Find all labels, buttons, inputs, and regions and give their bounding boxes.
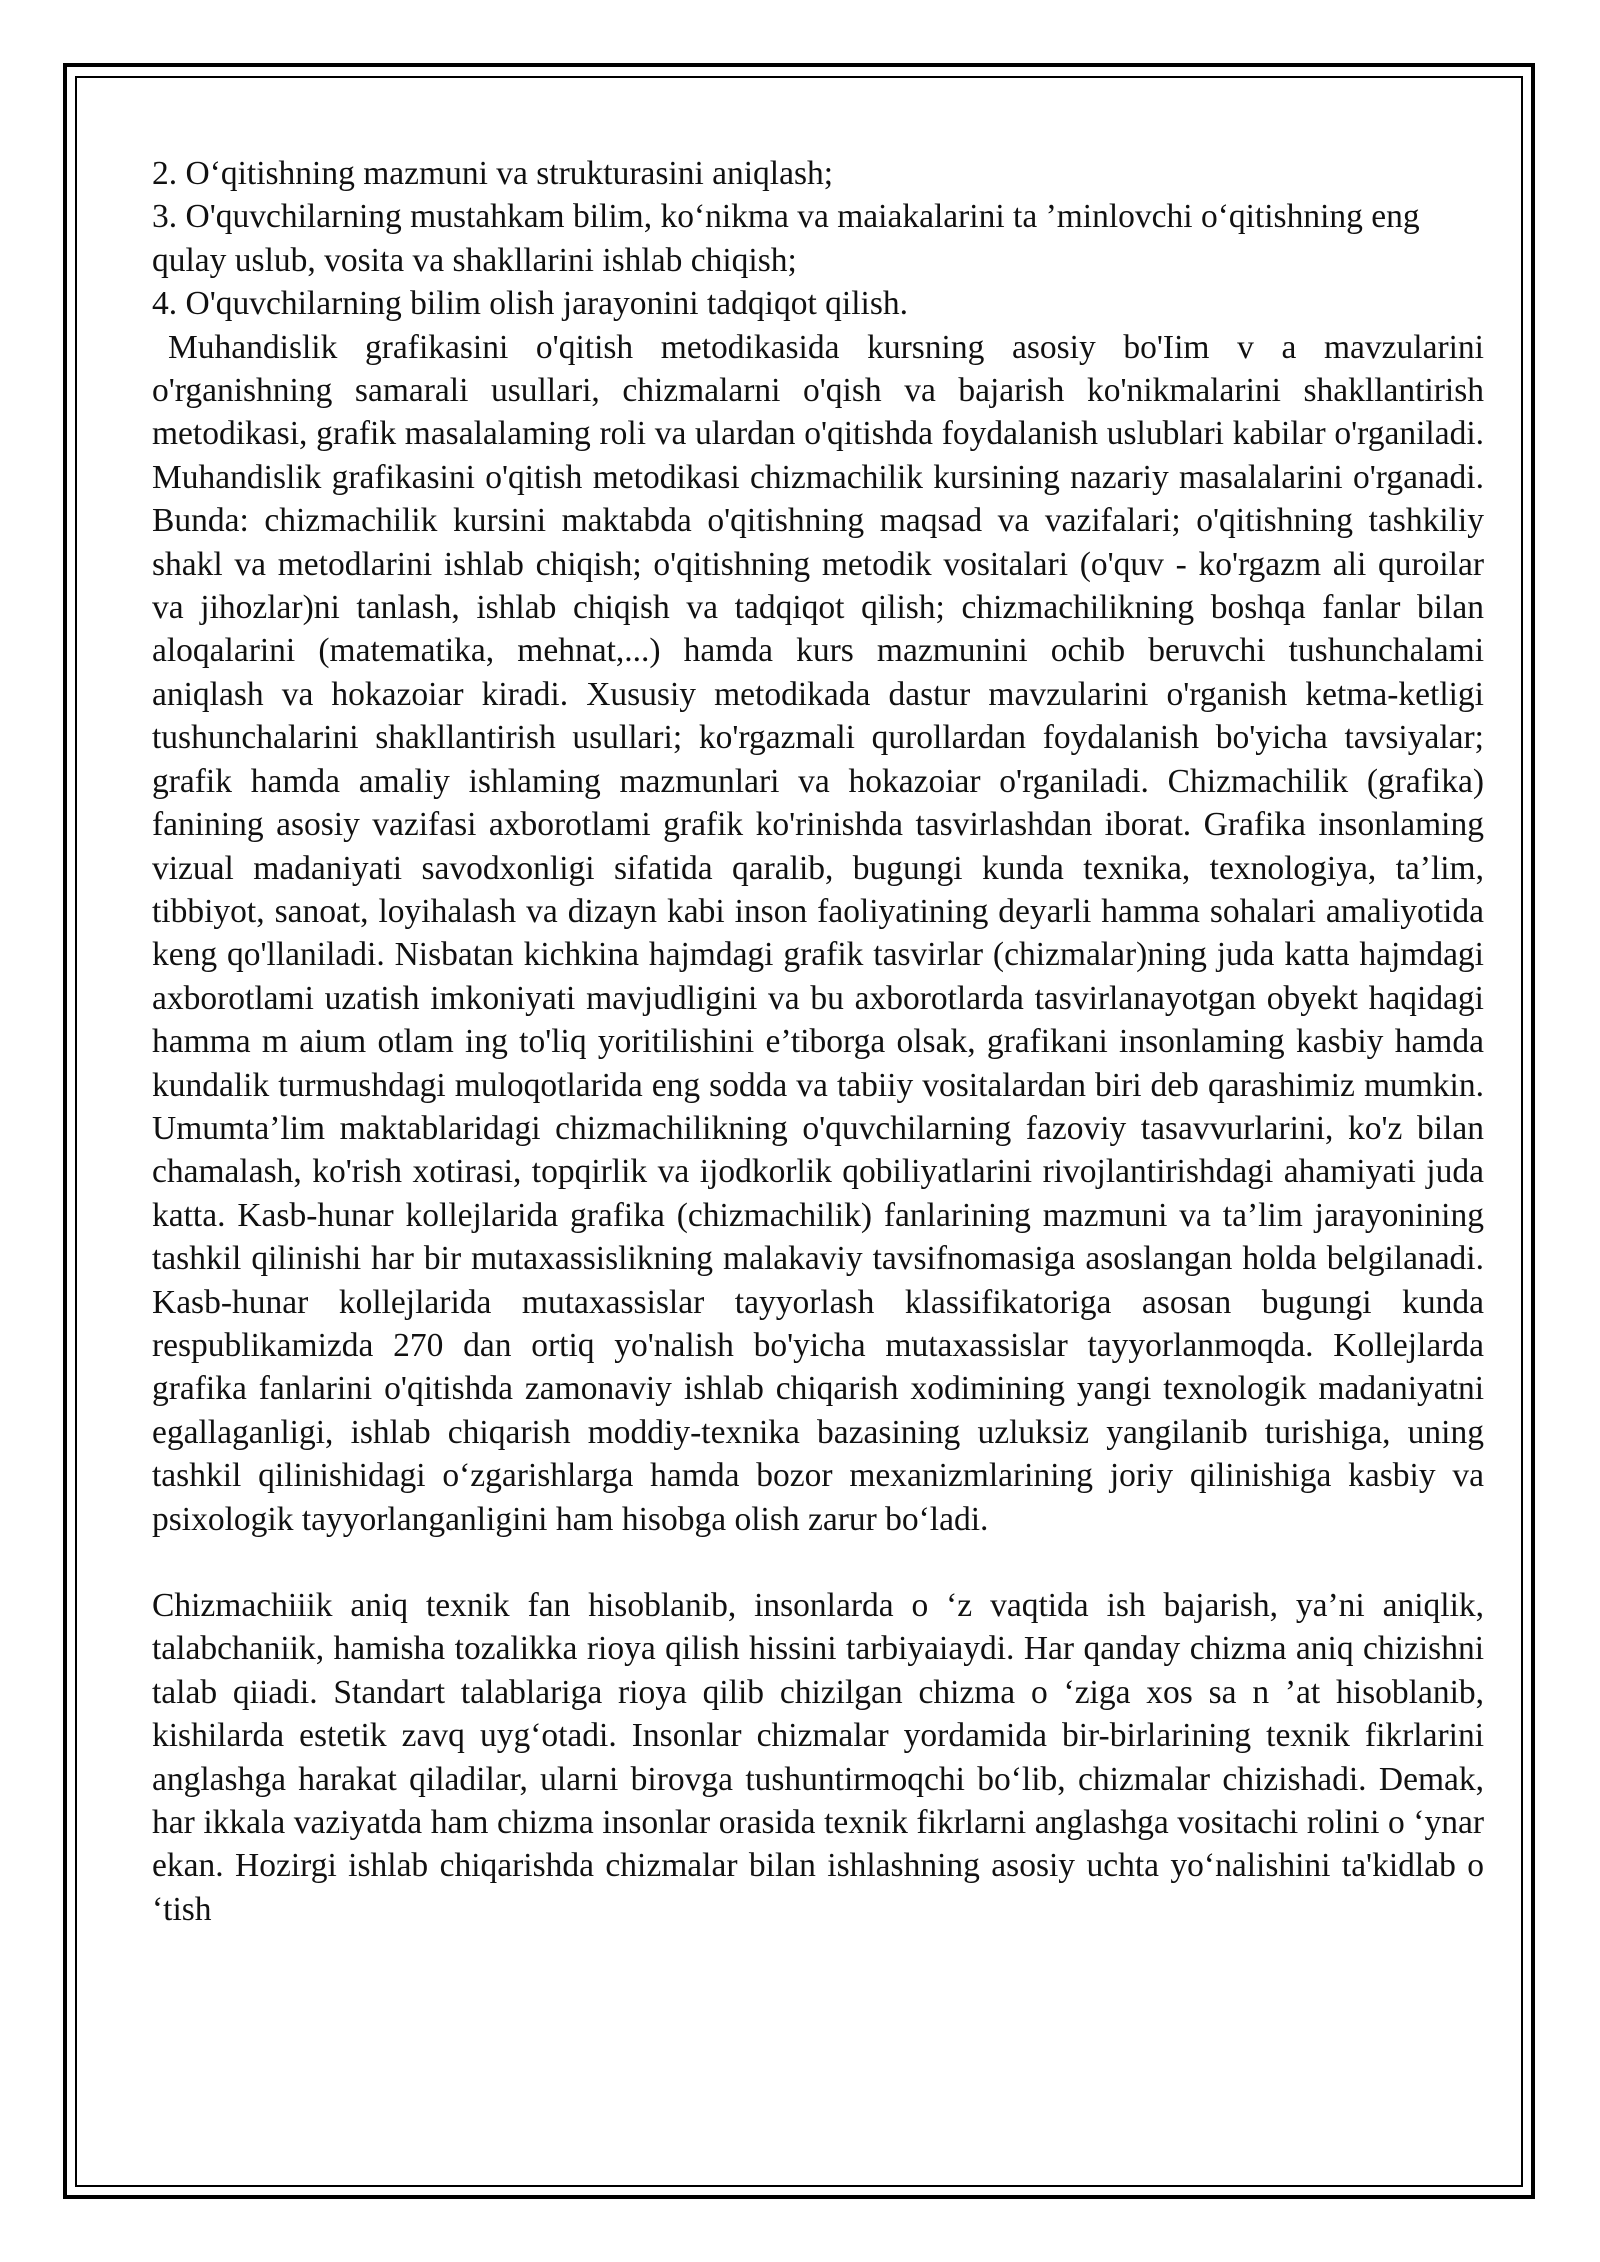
list-item-2: 2. O‘qitishning mazmuni va strukturasini aniqlash;	[152, 155, 834, 192]
list-item-3: 3. O'quvchilarning mustahkam bilim, ko‘nikma va maiakalarini ta ’minlovchi o‘qitishning eng qulay uslub, vosita va shakllarini ishlab chiqish;	[152, 198, 1420, 279]
paragraph-gap	[152, 1541, 1484, 1584]
document-body	[152, 152, 1484, 1931]
paragraph-drawing: Chizmachiiik aniq texnik fan hisoblanib, insonlarda o ‘z vaqtida ish bajarish, ya’ni aniqlik, talabchaniik, hamisha tozalikka rioya qilish hissini tarbiyaiaydi. Har qanday chizma aniq chizishni talab qiiadi. Standart talablariga rioya qilib chizilgan chizma o ‘ziga xos sa n ’at hisoblanib, kishilarda estetik zavq uyg‘otadi. Insonlar chizmalar yordamida bir-birlarining texnik fikrlarini anglashga harakat qiladilar, ularni birovga tushuntirmoqchi bo‘lib, chizmalar chizishadi. Demak, har ikkala vaziyatda ham chizma insonlar orasida texnik fikrlarni anglashga vositachi rolini o ‘ynar ekan. Hozirgi ishlab chiqarishda chizmalar bilan ishlashning asosiy uchta yo‘nalishini ta'kidlab o ‘tish	[152, 1587, 1484, 1928]
list-item-4: 4. O'quvchilarning bilim olish jarayonini tadqiqot qilish.	[152, 285, 908, 323]
paragraph-methodology: Muhandislik grafikasini o'qitish metodikasida kursning asosiy bo'Iim v a mavzularini o'rganishning samarali usullari, chizmalarni o'qish va bajarish ko'nikmalarini shakllantirish metodikasi, grafik masalalaming roli va ulardan o'qitishda foydalanish uslublari kabilar o'rganiladi. Muhandislik grafikasini o'qitish metodikasi chizmachilik kursining nazariy masalalarini o'rganadi. Bunda: chizmachilik kursini maktabda o'qitishning maqsad va vazifalari; o'qitishning tashkiliy shakl va metodlarini ishlab chiqish; o'qitishning metodik vositalari (o'quv - ko'rgazm ali quroilar va jihozlar)ni tanlash, ishlab chiqish va tadqiqot qilish; chizmachilikning boshqa fanlar bilan aloqalarini (matematika, mehnat,...) hamda kurs mazmunini ochib beruvchi tushunchalami aniqlash va hokazoiar kiradi. Xususiy metodikada dastur mavzularini o'rganish ketma-ketligi tushunchalarini shakllantirish usullari; ko'rgazmali qurollardan foydalanish bo'yicha tavsiyalar; grafik hamda amaliy ishlaming mazmunlari va hokazoiar o'rganiladi. Chizmachilik (grafika) fanining asosiy vazifasi axborotlami grafik ko'rinishda tasvirlashdan iborat. Grafika insonlaming vizual madaniyati savodxonligi sifatida qaralib, bugungi kunda texnika, texnologiya, ta’lim, tibbiyot, sanoat, loyihalash va dizayn kabi inson faoliyatining deyarli hamma sohalari amaliyotida keng qo'llaniladi. Nisbatan kichkina hajmdagi grafik tasvirlar (chizmalar)ning juda katta hajmdagi axborotlami uzatish imkoniyati mavjudligini va bu axborotlarda tasvirlanayotgan obyekt haqidagi hamma m aium otlam ing to'liq yoritilishini e’tiborga olsak, grafikani insonlaming kasbiy hamda kundalik turmushdagi muloqotlarida eng sodda va tabiiy vositalardan biri deb qarashimiz mumkin. Umumta’lim maktablaridagi chizmachilikning o'quvchilarning fazoviy tasavvurlarini, ko'z bilan chamalash, ko'rish xotirasi, topqirlik va ijodkorlik qobiliyatlarini rivojlantirishdagi ahamiyati juda katta. Kasb-hunar kollejlarida grafika (chizmachilik) fanlarining mazmuni va ta’lim jarayonining tashkil qilinishi har bir mutaxassislikning malakaviy tavsifnomasiga asoslangan holda belgilanadi. Kasb-hunar kollejlarida mutaxassislar tayyorlash klassifikatoriga asosan bugungi kunda respublikamizda 270 dan ortiq yo'nalish bo'yicha mutaxassislar tayyorlanmoqda. Kollejlarda grafika fanlarini o'qitishda zamonaviy ishlab chiqarish xodimining yangi texnologik madaniyatni egallaganligi, ishlab chiqarish moddiy-texnika bazasining uzluksiz yangilanib turishiga, uning tashkil qilinishidagi o‘zgarishlarga hamda bozor mexanizmlarining joriy qilinishiga kasbiy va psixologik tayyorlanganligini ham hisobga olish zarur bo‘ladi.	[152, 328, 1484, 1538]
